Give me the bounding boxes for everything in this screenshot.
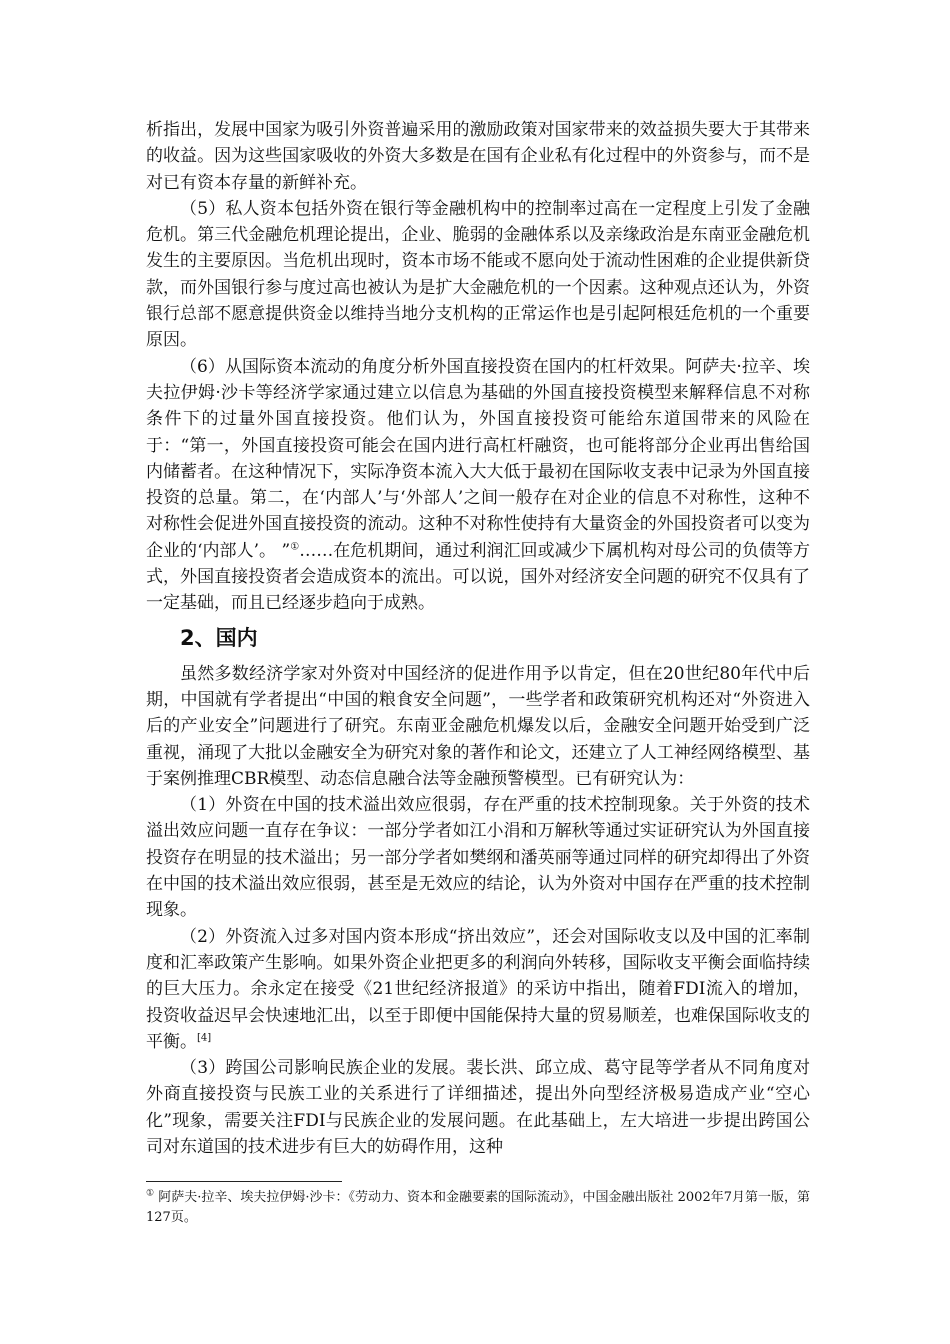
section-heading-domestic: 2、国内 xyxy=(180,625,258,650)
paragraph-item-6 xyxy=(146,354,810,617)
paragraph-continued: 析指出，发展中国家为吸引外资普遍采用的激励政策对国家带来的效益损失要大于其带来的收益。因为这些国家吸收的外资大多数是在国有企业私有化过程中的外资参与，而不是对已有资本存量的新鲜补充。 xyxy=(146,120,810,193)
paragraph-item-5: （5）私人资本包括外资在银行等金融机构中的控制率过高在一定程度上引发了金融危机。第三代金融危机理论提出，企业、脆弱的金融体系以及亲缘政治是东南亚金融危机发生的主要原因。当危机出现时，资本市场不能或不愿向处于流动性困难的企业提供新贷款，而外国银行参与度过高也被认为是扩大金融危机的一个因素。这种观点还认为，外资银行总部不愿意提供资金以维持当地分支机构的正常运作也是引起阿根廷危机的一个重要原因。 xyxy=(146,198,810,351)
paragraph-item-6-text-continued: ……在危机期间，通过利润汇回或减少下属机构对母公司的负债等方式，外国直接投资者会造成资本的流出。可以说，国外对经济安全问题的研究不仅具有了一定基础，而且已经逐步趋向于成熟。 xyxy=(146,540,811,614)
paragraph-domestic-item-3: （3）跨国公司影响民族企业的发展。裴长洪、邱立成、葛守昆等学者从不同角度对外商直接投资与民族工业的关系进行了详细描述，提出外向型经济极易造成产业“空心化”现象，需要关注FDI与民族企业的发展问题。在此基础上，左大培进一步提出跨国公司对东道国的技术进步有巨大的妨碍作用，这种 xyxy=(146,1058,810,1157)
footnote xyxy=(146,1188,810,1228)
paragraph-item-6-text: （6）从国际资本流动的角度分析外国直接投资在国内的杠杆效果。阿萨夫·拉辛、埃夫拉伊姆·沙卡等经济学家通过建立以信息为基础的外国直接投资模型来解释信息不对称条件下的过量外国直接投资。他们认为，外国直接投资可能给东道国带来的风险在于：“第一，外国直接投资可能会在国内进行高杠杆融资，也可能将部分企业再出售给国内储蓄者。在这种情况下，实际净资本流入大大低于最初在国际收支表中记录为外国直接投资的总量。第二，在‘内部人’与‘外部人’之间一般存在对企业的信息不对称性，这种不对称性会促进外国直接投资的流动。这种不对称性使持有大量资金的外国投资者可以变为企业的‘内部人’。 ” xyxy=(146,356,810,561)
citation-reference[interactable]: [4] xyxy=(197,1032,212,1044)
paragraph-domestic-item-1: （1）外资在中国的技术溢出效应很弱，存在严重的技术控制现象。关于外资的技术溢出效应问题一直存在争议：一部分学者如江小涓和万解秋等通过实证研究认为外国直接投资存在明显的技术溢出；另一部分学者如樊纲和潘英丽等通过同样的研究却得出了外资在中国的技术溢出效应很弱，甚至是无效应的结论，认为外资对中国存在严重的技术控制现象。 xyxy=(146,795,810,921)
paragraph-domestic-item-2-text: （2）外资流入过多对国内资本形成“挤出效应”，还会对国际收支以及中国的汇率制度和汇率政策产生影响。如果外资企业把更多的利润向外转移，国际收支平衡会面临持续的巨大压力。余永定在接受《21世纪经济报道》的采访中指出，随着FDI流入的增加，投资收益迟早会快速地汇出，以至于即便中国能保持大量的贸易顺差，也难保国际收支的平衡。 xyxy=(146,926,810,1052)
paragraph-domestic-item-2 xyxy=(146,924,810,1055)
footnote-mark: ① xyxy=(146,1188,155,1199)
paragraph-domestic-intro: 虽然多数经济学家对外资对中国经济的促进作用予以肯定，但在20世纪80年代中后期，中国就有学者提出“中国的粮食安全问题”，一些学者和政策研究机构还对“外资进入后的产业安全”问题进行了研究。东南亚金融危机爆发以后，金融安全问题开始受到广泛重视，涌现了大批以金融安全为研究对象的著作和论文，还建立了人工神经网络模型、基于案例推理CBR模型、动态信息融合法等金融预警模型。已有研究认为： xyxy=(146,663,810,789)
body-text xyxy=(146,117,810,1160)
footnote-divider xyxy=(146,1181,342,1182)
footnote-reference[interactable]: ① xyxy=(290,541,300,553)
footnote-text: 阿萨夫·拉辛、埃夫拉伊姆·沙卡：《劳动力、资本和金融要素的国际流动》，中国金融出版社 2002年7月第一版，第127页。 xyxy=(146,1190,810,1225)
